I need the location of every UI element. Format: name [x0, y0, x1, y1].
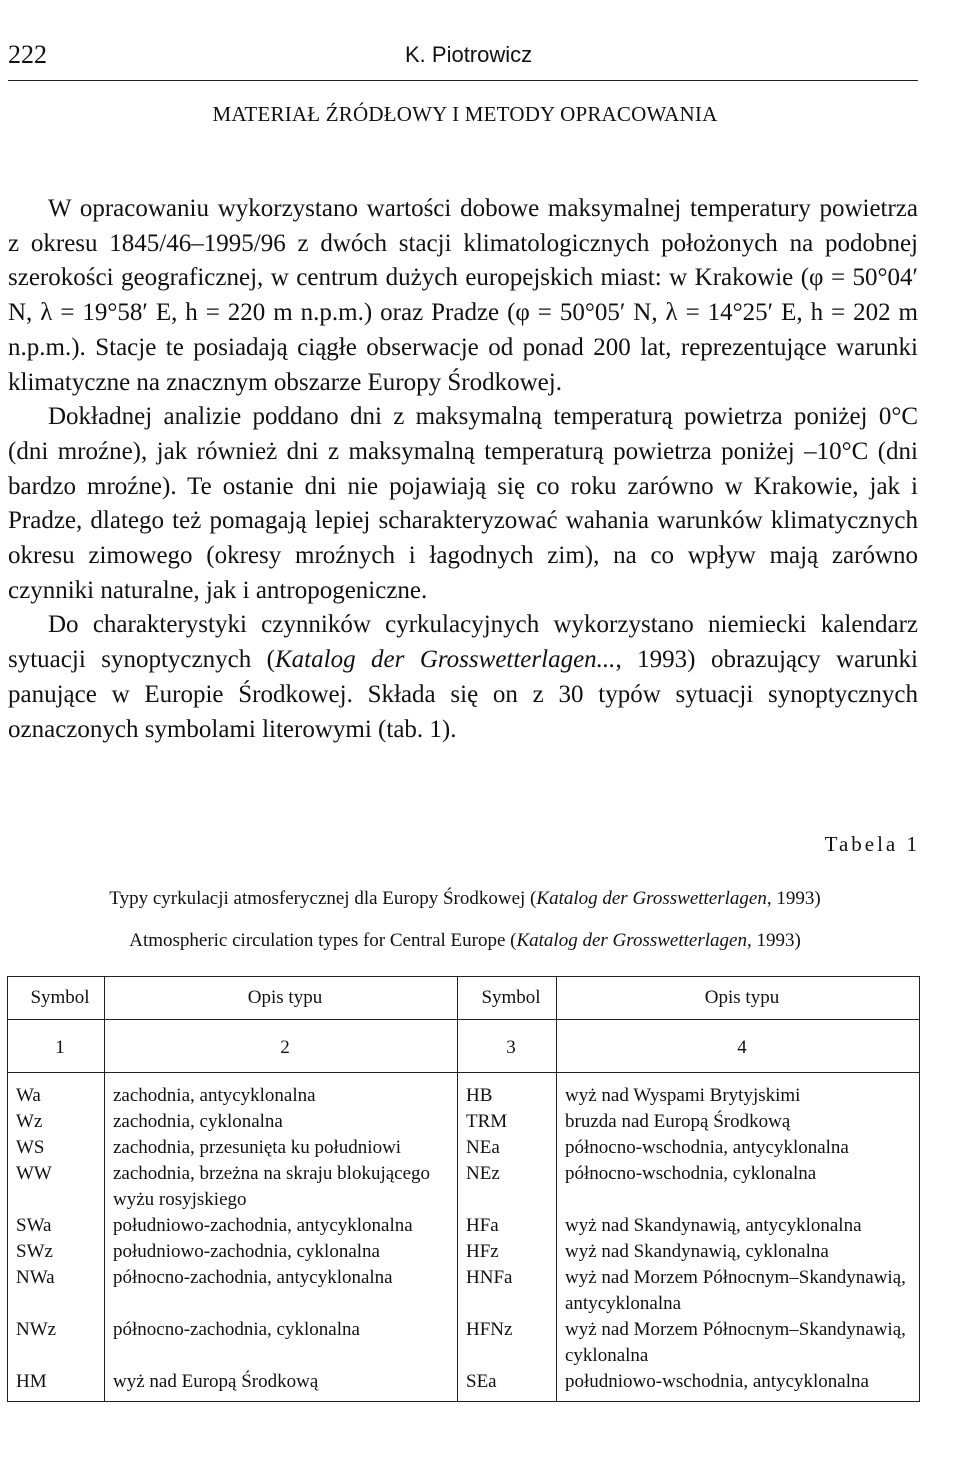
table-row: [8, 1135, 920, 1161]
caption-pl-text: Typy cyrkulacji atmosferycznej dla Europy Środkowej (: [109, 888, 537, 909]
description-cell: wyż nad Morzem Północnym–Skandynawią, antycyklonalna: [557, 1265, 920, 1317]
body-text: [8, 192, 918, 747]
symbol-cell: HNFa: [458, 1265, 557, 1317]
header-description-2: Opis typu: [557, 977, 920, 1020]
page-number: 222: [8, 40, 47, 69]
table-caption-polish: [0, 888, 930, 910]
paragraph-3-text-end: , 1993) obrazujący warunki panujące w Europie Środkowej. Składa się on z 30 typów sytuacji synoptycznych oznaczonych symbolami literowymi (tab. 1).: [8, 646, 918, 743]
table-header-row: [8, 977, 920, 1020]
description-cell: południowo-zachodnia, antycyklonalna: [105, 1213, 458, 1239]
table-row: [8, 1317, 920, 1369]
symbol-cell: HB: [458, 1073, 557, 1110]
column-number: 2: [105, 1020, 458, 1073]
paragraph-2: Dokładnej analizie poddano dni z maksymalną temperaturą powietrza poniżej 0°C (dni mroźne), jak również dni z maksymalną temperaturą powietrza poniżej –10°C (dni bardzo mroźne). Te ostanie dni nie pojawiają się co roku zarówno w Krakowie, jak i Pradze, dlatego też pomagają lepiej scharakteryzować wahania warunków klimatycznych okresu zimowego (okresy mroźnych i łagodnych zim), na co wpływ mają zarówno czynniki naturalne, jak i antropogeniczne.: [8, 403, 918, 604]
paragraph-3-text-start: Do charakterystyki czynników cyrkulacyjnych wykorzystano niemiecki kalendarz sytuacji synoptycznych (: [8, 611, 918, 674]
symbol-cell: HM: [8, 1369, 105, 1402]
symbol-cell: HFNz: [458, 1317, 557, 1369]
table-row: [8, 1161, 920, 1213]
table-row: [8, 1109, 920, 1135]
description-cell: zachodnia, przesunięta ku południowi: [105, 1135, 458, 1161]
table-row: [8, 1369, 920, 1402]
circulation-types-table: [7, 976, 920, 1402]
description-cell: bruzda nad Europą Środkową: [557, 1109, 920, 1135]
column-number: 1: [8, 1020, 105, 1073]
symbol-cell: NWz: [8, 1317, 105, 1369]
symbol-cell: HFa: [458, 1213, 557, 1239]
description-cell: północno-zachodnia, cyklonalna: [105, 1317, 458, 1369]
symbol-cell: TRM: [458, 1109, 557, 1135]
description-cell: wyż nad Skandynawią, cyklonalna: [557, 1239, 920, 1265]
caption-pl-citation: Katalog der Grosswetterlagen: [536, 888, 767, 909]
running-head: K. Piotrowicz: [405, 42, 533, 67]
table-row: [8, 1239, 920, 1265]
description-cell: północno-zachodnia, antycyklonalna: [105, 1265, 458, 1317]
description-cell: wyż nad Wyspami Brytyjskimi: [557, 1073, 920, 1110]
symbol-cell: WS: [8, 1135, 105, 1161]
page-header: [8, 40, 918, 81]
symbol-cell: NWa: [8, 1265, 105, 1317]
table-caption-english: [0, 930, 930, 952]
description-cell: zachodnia, cyklonalna: [105, 1109, 458, 1135]
symbol-cell: NEa: [458, 1135, 557, 1161]
description-cell: zachodnia, brzeżna na skraju blokującego wyżu rosyjskiego: [105, 1161, 458, 1213]
header-description-1: Opis typu: [105, 977, 458, 1020]
symbol-cell: Wa: [8, 1073, 105, 1110]
column-number-row: [8, 1020, 920, 1073]
description-cell: zachodnia, antycyklonalna: [105, 1073, 458, 1110]
description-cell: północno-wschodnia, antycyklonalna: [557, 1135, 920, 1161]
symbol-cell: SEa: [458, 1369, 557, 1402]
symbol-cell: SWa: [8, 1213, 105, 1239]
paragraph-3-citation-title: Katalog der Grosswetterlagen...: [275, 646, 616, 674]
caption-en-citation: Katalog der Grosswetterlagen: [516, 930, 747, 951]
description-cell: południowo-zachodnia, cyklonalna: [105, 1239, 458, 1265]
description-cell: północno-wschodnia, cyklonalna: [557, 1161, 920, 1213]
table-row: [8, 1073, 920, 1110]
symbol-cell: HFz: [458, 1239, 557, 1265]
symbol-cell: Wz: [8, 1109, 105, 1135]
table-row: [8, 1213, 920, 1239]
section-title: MATERIAŁ ŹRÓDŁOWY I METODY OPRACOWANIA: [212, 102, 718, 126]
symbol-cell: WW: [8, 1161, 105, 1213]
caption-pl-suffix: , 1993): [766, 888, 821, 909]
description-cell: wyż nad Europą Środkową: [105, 1369, 458, 1402]
table-label: Tabela 1: [824, 832, 920, 856]
caption-en-text: Atmospheric circulation types for Central Europe (: [129, 930, 517, 951]
caption-en-suffix: , 1993): [746, 930, 801, 951]
header-symbol-1: Symbol: [8, 977, 105, 1020]
header-symbol-2: Symbol: [458, 977, 557, 1020]
paragraph-3: [8, 608, 918, 747]
table-row: [8, 1265, 920, 1317]
symbol-cell: NEz: [458, 1161, 557, 1213]
description-cell: wyż nad Morzem Północnym–Skandynawią, cyklonalna: [557, 1317, 920, 1369]
table-body: [8, 1073, 920, 1402]
symbol-cell: SWz: [8, 1239, 105, 1265]
column-number: 4: [557, 1020, 920, 1073]
description-cell: południowo-wschodnia, antycyklonalna: [557, 1369, 920, 1402]
paragraph-1: W opracowaniu wykorzystano wartości dobowe maksymalnej temperatury powietrza z okresu 1845/46–1995/96 z dwóch stacji klimatologicznych położonych na podobnej szerokości geograficznej, w centrum dużych europejskich miast: w Krakowie (φ = 50°04′ N, λ = 19°58′ E, h = 220 m n.p.m.) oraz Pradze (φ = 50°05′ N, λ = 14°25′ E, h = 202 m n.p.m.). Stacje te posiadają ciągłe obserwacje od ponad 200 lat, reprezentujące warunki klimatyczne na znacznym obszarze Europy Środkowej.: [8, 195, 918, 396]
description-cell: wyż nad Skandynawią, antycyklonalna: [557, 1213, 920, 1239]
column-number: 3: [458, 1020, 557, 1073]
